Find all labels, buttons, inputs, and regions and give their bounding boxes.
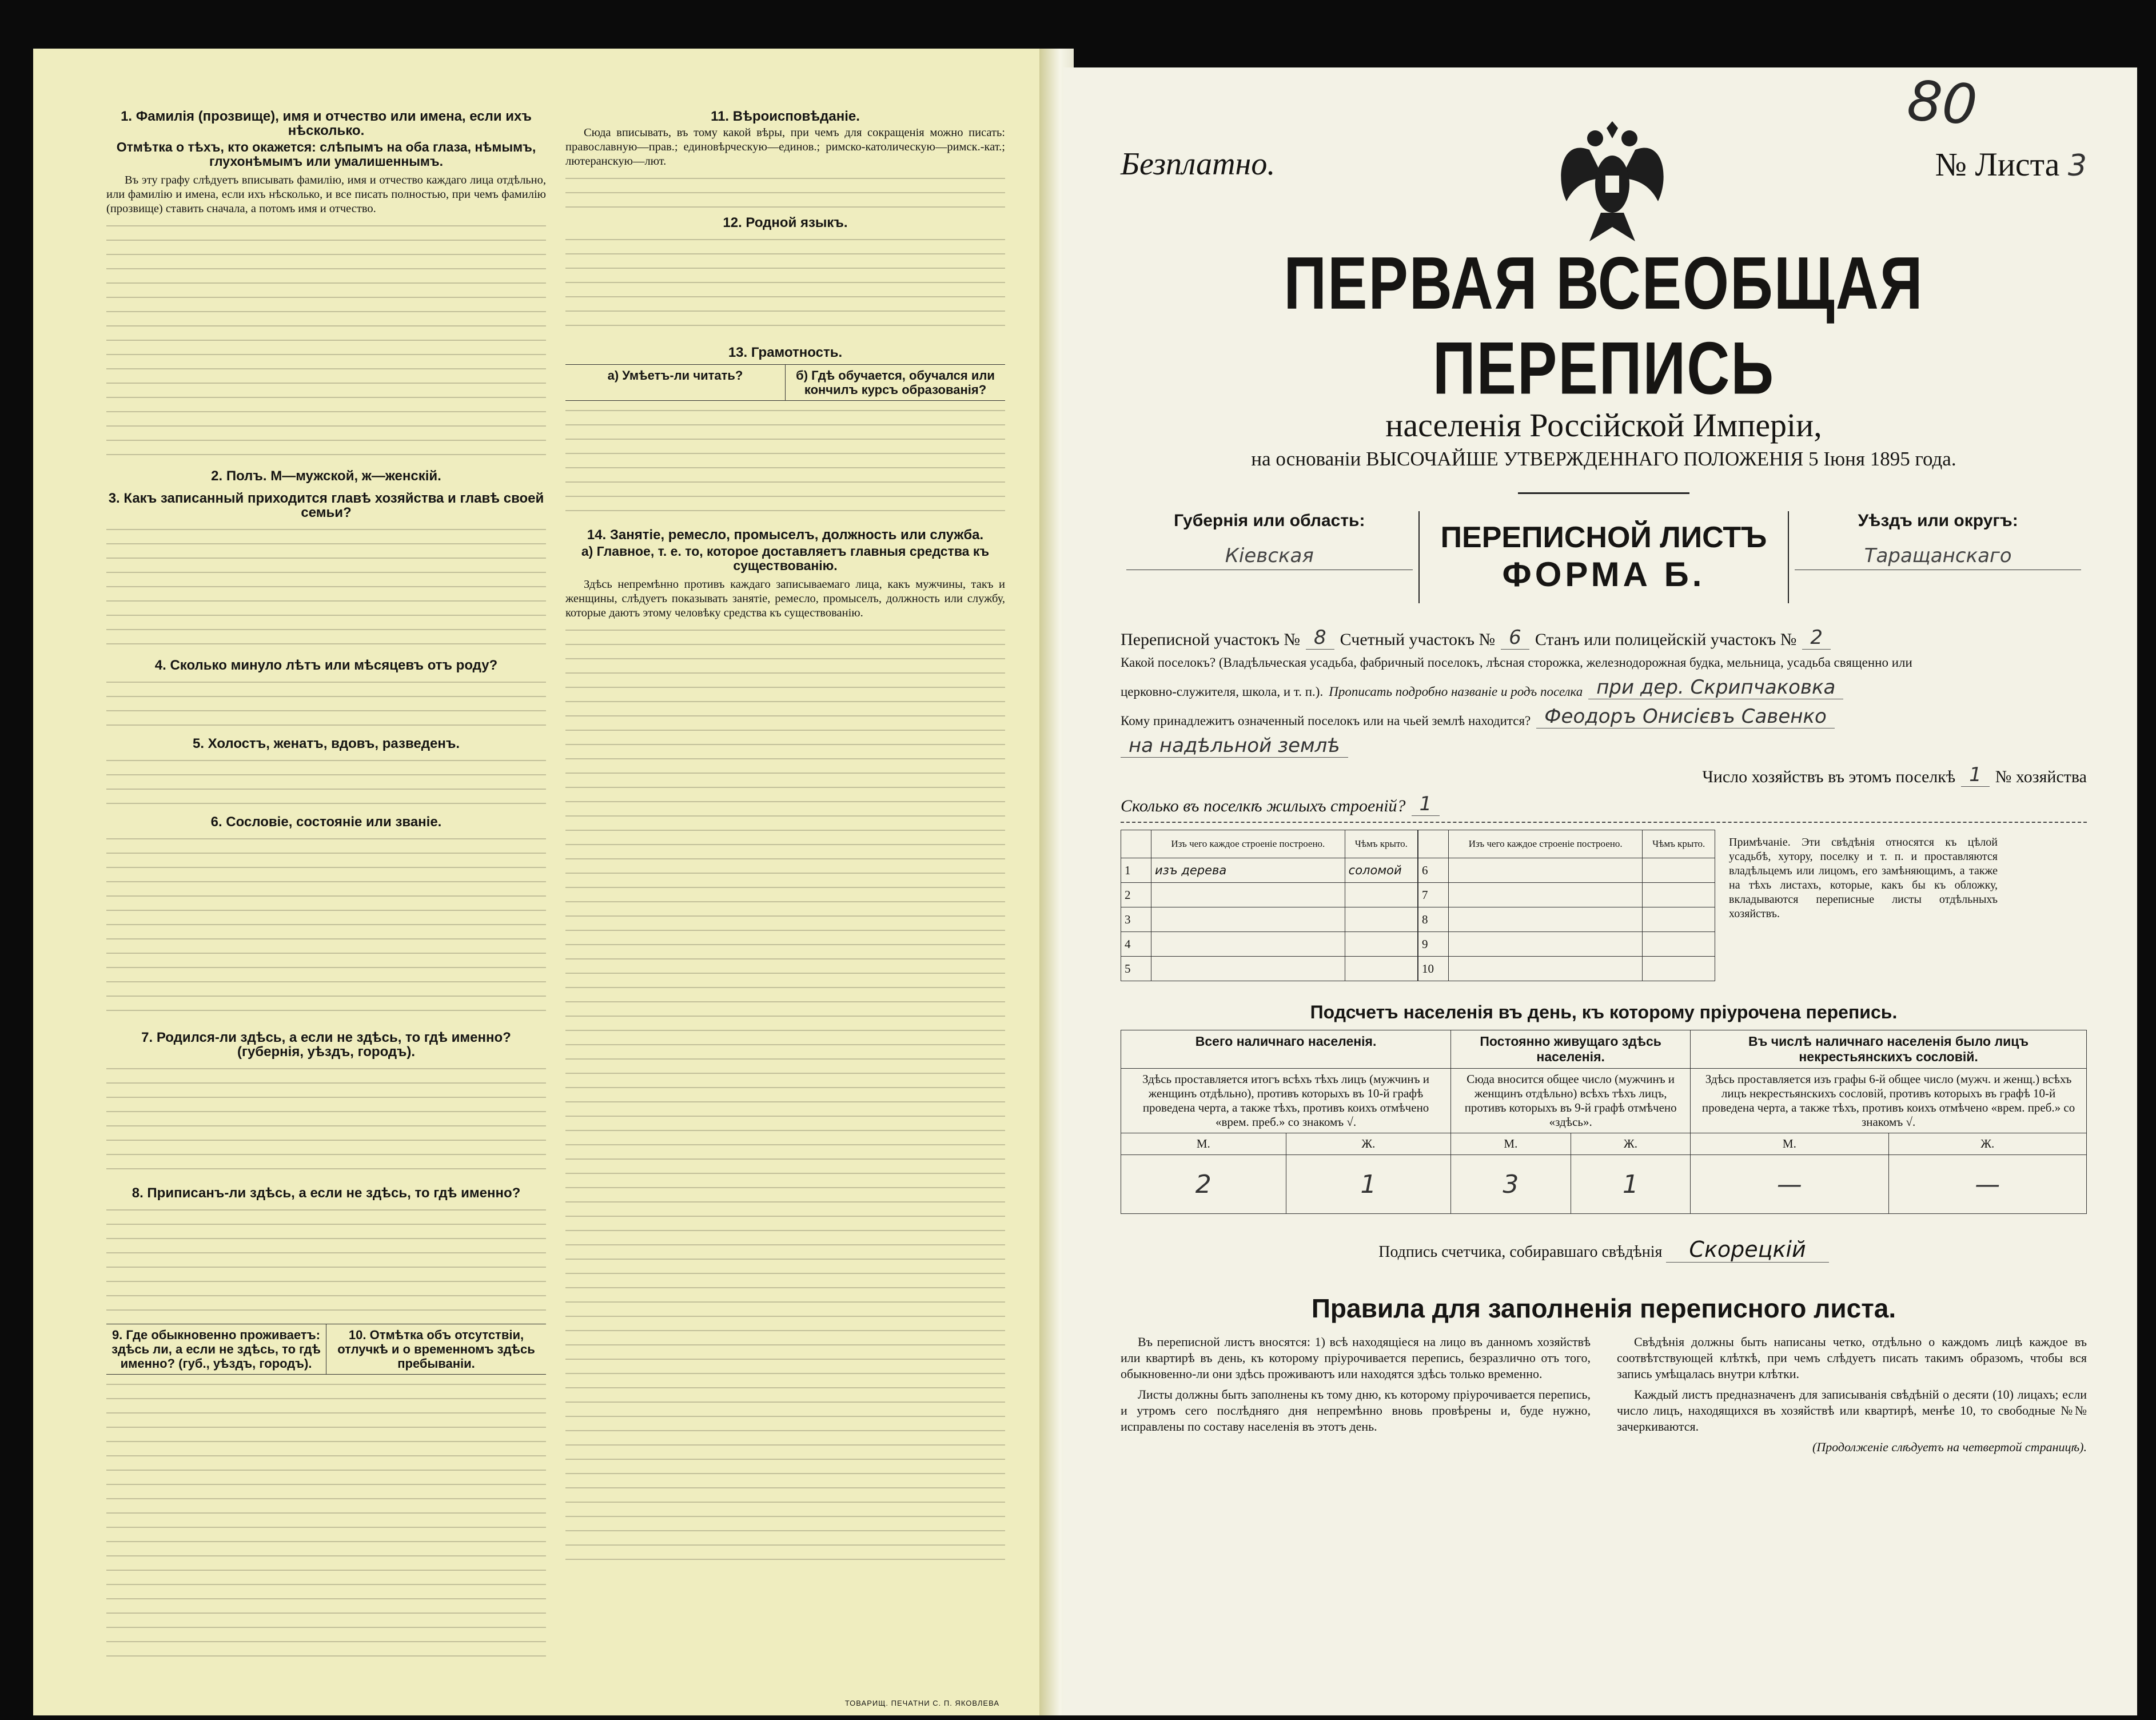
owner-value: Феодоръ Онисієвъ Савенко (1536, 705, 1835, 728)
population-table (1121, 1030, 2087, 1214)
police-area-label: Станъ или полицейскій участокъ № (1535, 630, 1797, 649)
section-13b: б) Гдѣ обучается, обучался или кончилъ курсъ образованія? (796, 368, 995, 397)
divider (1518, 492, 1689, 494)
female-label: Ж. (1286, 1133, 1451, 1155)
table-row: 8 (1418, 907, 1715, 932)
section-14-text: Здѣсь непремѣнно противъ каждаго записываемаго лица, какъ мужчины, такъ и женщины, слѣдуетъ показывать занятіе, ремесло, промыселъ, должность или службу, которые даютъ этому человѣку средства къ существованію. (565, 578, 1005, 619)
table-row: 10 (1418, 957, 1715, 981)
rules-paragraph: Свѣдѣнія должны быть написаны четко, отдѣльно о каждомъ лицѣ каждое въ соотвѣтствующей клѣткѣ, при чемъ слѣдуетъ писать такимъ образомъ, чтобы вся запись умѣщалась внутри клѣтки. (1617, 1335, 2087, 1381)
section-6-title: 6. Сословіе, состояніе или званіе. (210, 814, 442, 830)
section-11-text: Сюда вписывать, въ тому какой вѣры, при чемъ для сокращенія можно писать: православную—прав.; единовѣрческую—единов.; римско-католическую—римск.-кат.; лютеранскую—лют. (565, 126, 1005, 168)
table-row: 4 (1121, 932, 1418, 957)
free-label: Безплатно. (1121, 146, 1276, 182)
sheet-number-label: № Листа (1935, 145, 2060, 183)
section-14-title: 14. Занятіе, ремесло, промыселъ, должность или служба. (587, 527, 984, 543)
continuation-note: (Продолженіе слѣдуетъ на четвертой страницѣ). (1812, 1440, 2087, 1454)
resident-female-count: 1 (1571, 1155, 1691, 1214)
section-11-title: 11. Вѣроисповѣданіе. (711, 109, 860, 124)
province-label: Губернія или область: (1174, 511, 1365, 530)
resident-male-count: 3 (1451, 1155, 1571, 1214)
present-female-count: 1 (1286, 1155, 1451, 1214)
body-text-block (565, 173, 1005, 208)
female-label: Ж. (1571, 1133, 1691, 1155)
buildings-value: 1 (1412, 793, 1440, 816)
section-1-title: 1. Фамилія (прозвище), имя и отчество или имена, если ихъ нѣсколько. (121, 109, 532, 138)
form-title-box (1418, 511, 1790, 603)
section-12-title: 12. Родной языкъ. (723, 215, 848, 230)
section-1-text: Въ эту графу слѣдуетъ вписывать фамилію, имя и отчество каждаго лица отдѣльно, или фамилію и имена, если ихъ нѣсколько, и все писать полностью, при чемъ фамилію (прозвище) ставить сначала, а потомъ имя и отчество. (106, 174, 546, 215)
double-headed-eagle-icon (1555, 116, 1669, 253)
enumerator-signature-line (1121, 1237, 2087, 1262)
section-13-split (565, 364, 1005, 401)
body-text-block (106, 524, 546, 650)
count-area-value: 6 (1501, 626, 1529, 650)
signature-label: Подпись счетчика, собиравшаго свѣдѣнія (1378, 1243, 1663, 1261)
population-title: Подсчетъ населенія въ день, къ которому пріурочена перепись. (1310, 1002, 1898, 1022)
buildings-line (1121, 793, 2087, 816)
section-13a: а) Умѣетъ-ли читать? (565, 365, 786, 400)
body-text-block (106, 221, 546, 461)
archive-page-number: 80 (1905, 68, 1979, 138)
table-row: 1 изъ дерева соломой (1121, 858, 1418, 883)
settlement-hint: Прописать подробно названіе и родъ поселка (1329, 684, 1583, 699)
section-13-title: 13. Грамотность. (728, 345, 843, 360)
table-row: 6 (1418, 858, 1715, 883)
owner-value-2: на надѣльной землѣ (1121, 734, 1348, 758)
district-box (1789, 511, 2087, 603)
households-label: Число хозяйствъ въ этомъ поселкѣ (1702, 767, 1956, 786)
form-code: ФОРМА Б. (1502, 555, 1705, 594)
non-peasant-male-count: — (1691, 1155, 1888, 1214)
rules-title: Правила для заполненія переписного листа. (1311, 1293, 1896, 1323)
enumerator-signature: Скорецкій (1666, 1237, 1828, 1263)
province-box (1121, 511, 1418, 603)
owner-question: Кому принадлежитъ означенный поселокъ или на чьей землѣ находится? (1121, 714, 1531, 728)
buildings-table-right: Изъ чего каждое строеніе построено. Чѣмъ крыто. 6 7 8 9 10 (1418, 830, 1715, 981)
census-area-label: Переписной участокъ № (1121, 630, 1300, 649)
section-8-title: 8. Приписанъ-ли здѣсь, а если не здѣсь, то гдѣ именно? (131, 1185, 521, 1201)
rules-column-1 (1121, 1334, 1591, 1455)
province-value: Кіевская (1126, 544, 1413, 570)
rules-paragraph: Каждый листъ предназначенъ для записыванія свѣдѣній о десяти (10) лицахъ; если число лицъ, находящихся въ хозяйствѣ или квартирѣ, менѣе 10, то свободные №№ зачеркиваются. (1617, 1387, 2087, 1434)
left-page (33, 49, 1039, 1715)
roof-header: Чѣмъ крыто. (1345, 830, 1417, 858)
table-row: 5 (1121, 957, 1418, 981)
rules-paragraph: Листы должны быть заполнены къ тому дню, къ которому пріурочивается перепись, и утромъ сего послѣдняго дня непремѣнно вновь провѣрены и, буде нужно, исправлены по составу населенія въ этотъ день. (1121, 1387, 1591, 1434)
dashed-divider (1121, 822, 2087, 823)
census-area-value: 8 (1306, 626, 1334, 650)
female-label: Ж. (1888, 1133, 2086, 1155)
resident-header: Постоянно живущаго здѣсь населенія. (1451, 1030, 1691, 1069)
table-row: 7 (1418, 883, 1715, 907)
buildings-table-left (1121, 830, 1418, 981)
district-value: Таращанскаго (1795, 544, 2081, 570)
sections-9-10 (106, 1324, 546, 1375)
table-row: 3 (1121, 907, 1418, 932)
section-7-title: 7. Родился-ли здѣсь, а если не здѣсь, то гдѣ именно? (губернія, уѣздъ, городъ). (141, 1030, 511, 1060)
body-text-block (565, 405, 1005, 520)
resident-description: Сюда вносится общее число (мужчинъ и женщинъ отдѣльно) всѣхъ тѣхъ лицъ, противъ которыхъ въ 9-й графѣ отмѣчено «здѣсь». (1451, 1069, 1691, 1133)
left-column-2 (565, 101, 1005, 1693)
table-row: 2 (1121, 883, 1418, 907)
body-text-block (106, 1205, 546, 1319)
present-male-count: 2 (1121, 1155, 1286, 1214)
non-peasant-female-count: — (1888, 1155, 2086, 1214)
settlement-value: при дер. Скрипчаковка (1588, 676, 1843, 699)
sheet-number (1935, 145, 2087, 184)
buildings-label: Сколько въ поселкѣ жилыхъ строеній? (1121, 797, 1406, 815)
settlement-question-2: церковно-служителя, школа, и т. п.). (1121, 684, 1324, 699)
section-5-title: 5. Холостъ, женатъ, вдовъ, разведенъ. (192, 736, 460, 751)
right-page (1063, 67, 2137, 1715)
body-text-block (106, 1379, 546, 1665)
police-area-value: 2 (1802, 626, 1831, 650)
section-10-title: 10. Отмѣтка объ отсутствіи, отлучкѣ и о временномъ здѣсь пребываніи. (337, 1328, 535, 1371)
district-label: Уѣздъ или округъ: (1858, 511, 2018, 530)
body-text-block (106, 677, 546, 728)
male-label: М. (1121, 1133, 1286, 1155)
household-number-label: № хозяйства (1995, 767, 2087, 786)
section-4-title: 4. Сколько минуло лѣтъ или мѣсяцевъ отъ роду? (154, 658, 498, 673)
body-text-block (106, 1064, 546, 1178)
census-subtitle: населенія Россійской Имперіи, (1385, 407, 1822, 444)
header-boxes (1121, 511, 2087, 603)
male-label: М. (1691, 1133, 1888, 1155)
left-column-1 (106, 101, 546, 1693)
section-14a: а) Главное, т. е. то, которое доставляетъ главныя средства къ существованію. (581, 544, 990, 573)
settlement-line (1121, 676, 2087, 699)
printer-imprint: ТОВАРИЩ. ПЕЧАТНИ С. П. ЯКОВЛЕВА (844, 1699, 999, 1707)
form-title: ПЕРЕПИСНОЙ ЛИСТЪ (1440, 521, 1767, 554)
material-header: Изъ чего каждое строеніе построено. (1151, 830, 1345, 858)
settlement-question: Какой поселокъ? (Владѣльческая усадьба, фабричный поселокъ, лѣсная сторожка, железнодорожная будка, мельница, усадьба священно или (1121, 655, 1912, 670)
buildings-section (1121, 830, 2087, 981)
non-peasant-description: Здѣсь проставляется изъ графы 6-й общее число (мужч. и женщ.) всѣхъ лицъ некрестьянскихъ сословій, противъ которыхъ въ графѣ 10-й проведена черта, а также тѣхъ, противъ коихъ отмѣчено «врем. преб.» со знакомъ √. (1691, 1069, 2087, 1133)
section-1-note: Отмѣтка о тѣхъ, кто окажется: слѣпымъ на оба глаза, нѣмымъ, глухонѣмымъ или умалишеннымъ. (116, 140, 536, 169)
areas-line (1121, 626, 2087, 650)
households-value: 1 (1961, 763, 1990, 787)
rules-section (1121, 1334, 2087, 1455)
households-line (1121, 763, 2087, 787)
body-text-block (106, 755, 546, 807)
rules-paragraph: Въ переписной листъ вносятся: 1) всѣ находящіеся на лицо въ данномъ хозяйствѣ или квартирѣ въ день, къ которому пріурочивается перепись, безразлично отъ того, обыкновенно-ли они здѣсь проживаютъ или находятся здѣсь только временно. (1121, 1335, 1591, 1381)
owner-line-2 (1121, 734, 2087, 758)
non-peasant-header: Въ числѣ наличнаго населенія было лицъ некрестьянскихъ сословій. (1691, 1030, 2087, 1069)
body-text-block (565, 625, 1005, 1568)
table-row: 9 (1418, 932, 1715, 957)
rules-column-2 (1617, 1334, 2087, 1455)
present-header: Всего наличнаго населенія. (1121, 1030, 1451, 1069)
present-description: Здѣсь проставляется итогъ всѣхъ тѣхъ лицъ (мужчинъ и женщинъ отдѣльно), противъ которыхъ въ 10-й графѣ проведена черта, а также тѣхъ, противъ коихъ отмѣчено «врем. преб.» со знакомъ √. (1121, 1069, 1451, 1133)
male-label: М. (1451, 1133, 1571, 1155)
section-9-title: 9. Где обыкновенно проживаетъ: здѣсь ли, а если не здѣсь, то гдѣ именно? (губ., уѣздъ, городъ). (106, 1324, 326, 1374)
buildings-note: Примѣчаніе. Эти свѣдѣнія относятся къ цѣлой усадьбѣ, хутору, поселку и т. п. и проставляются владѣльцемъ или лицомъ, его замѣняющимъ, а также на тѣхъ листахъ, которые, какъ бы къ обложку, вкладываются переписные листы отдѣльныхъ хозяйствъ. (1729, 836, 1998, 920)
count-area-label: Счетный участокъ № (1340, 630, 1496, 649)
census-basis: на основаніи ВЫСОЧАЙШЕ УТВЕРЖДЕННАГО ПОЛОЖЕНІЯ 5 Іюня 1895 года. (1251, 448, 1956, 470)
sheet-number-value: 3 (2067, 148, 2087, 183)
section-2-title: 2. Полъ. М—мужской, ж—женскій. (211, 468, 441, 484)
census-title: ПЕРВАЯ ВСЕОБЩАЯ ПЕРЕПИСЬ (1284, 242, 1924, 411)
body-text-block (565, 234, 1005, 337)
body-text-block (106, 834, 546, 1022)
owner-line (1121, 705, 2087, 728)
section-3-title: 3. Какъ записанный приходится главѣ хозяйства и главѣ своей семьи? (108, 491, 544, 520)
